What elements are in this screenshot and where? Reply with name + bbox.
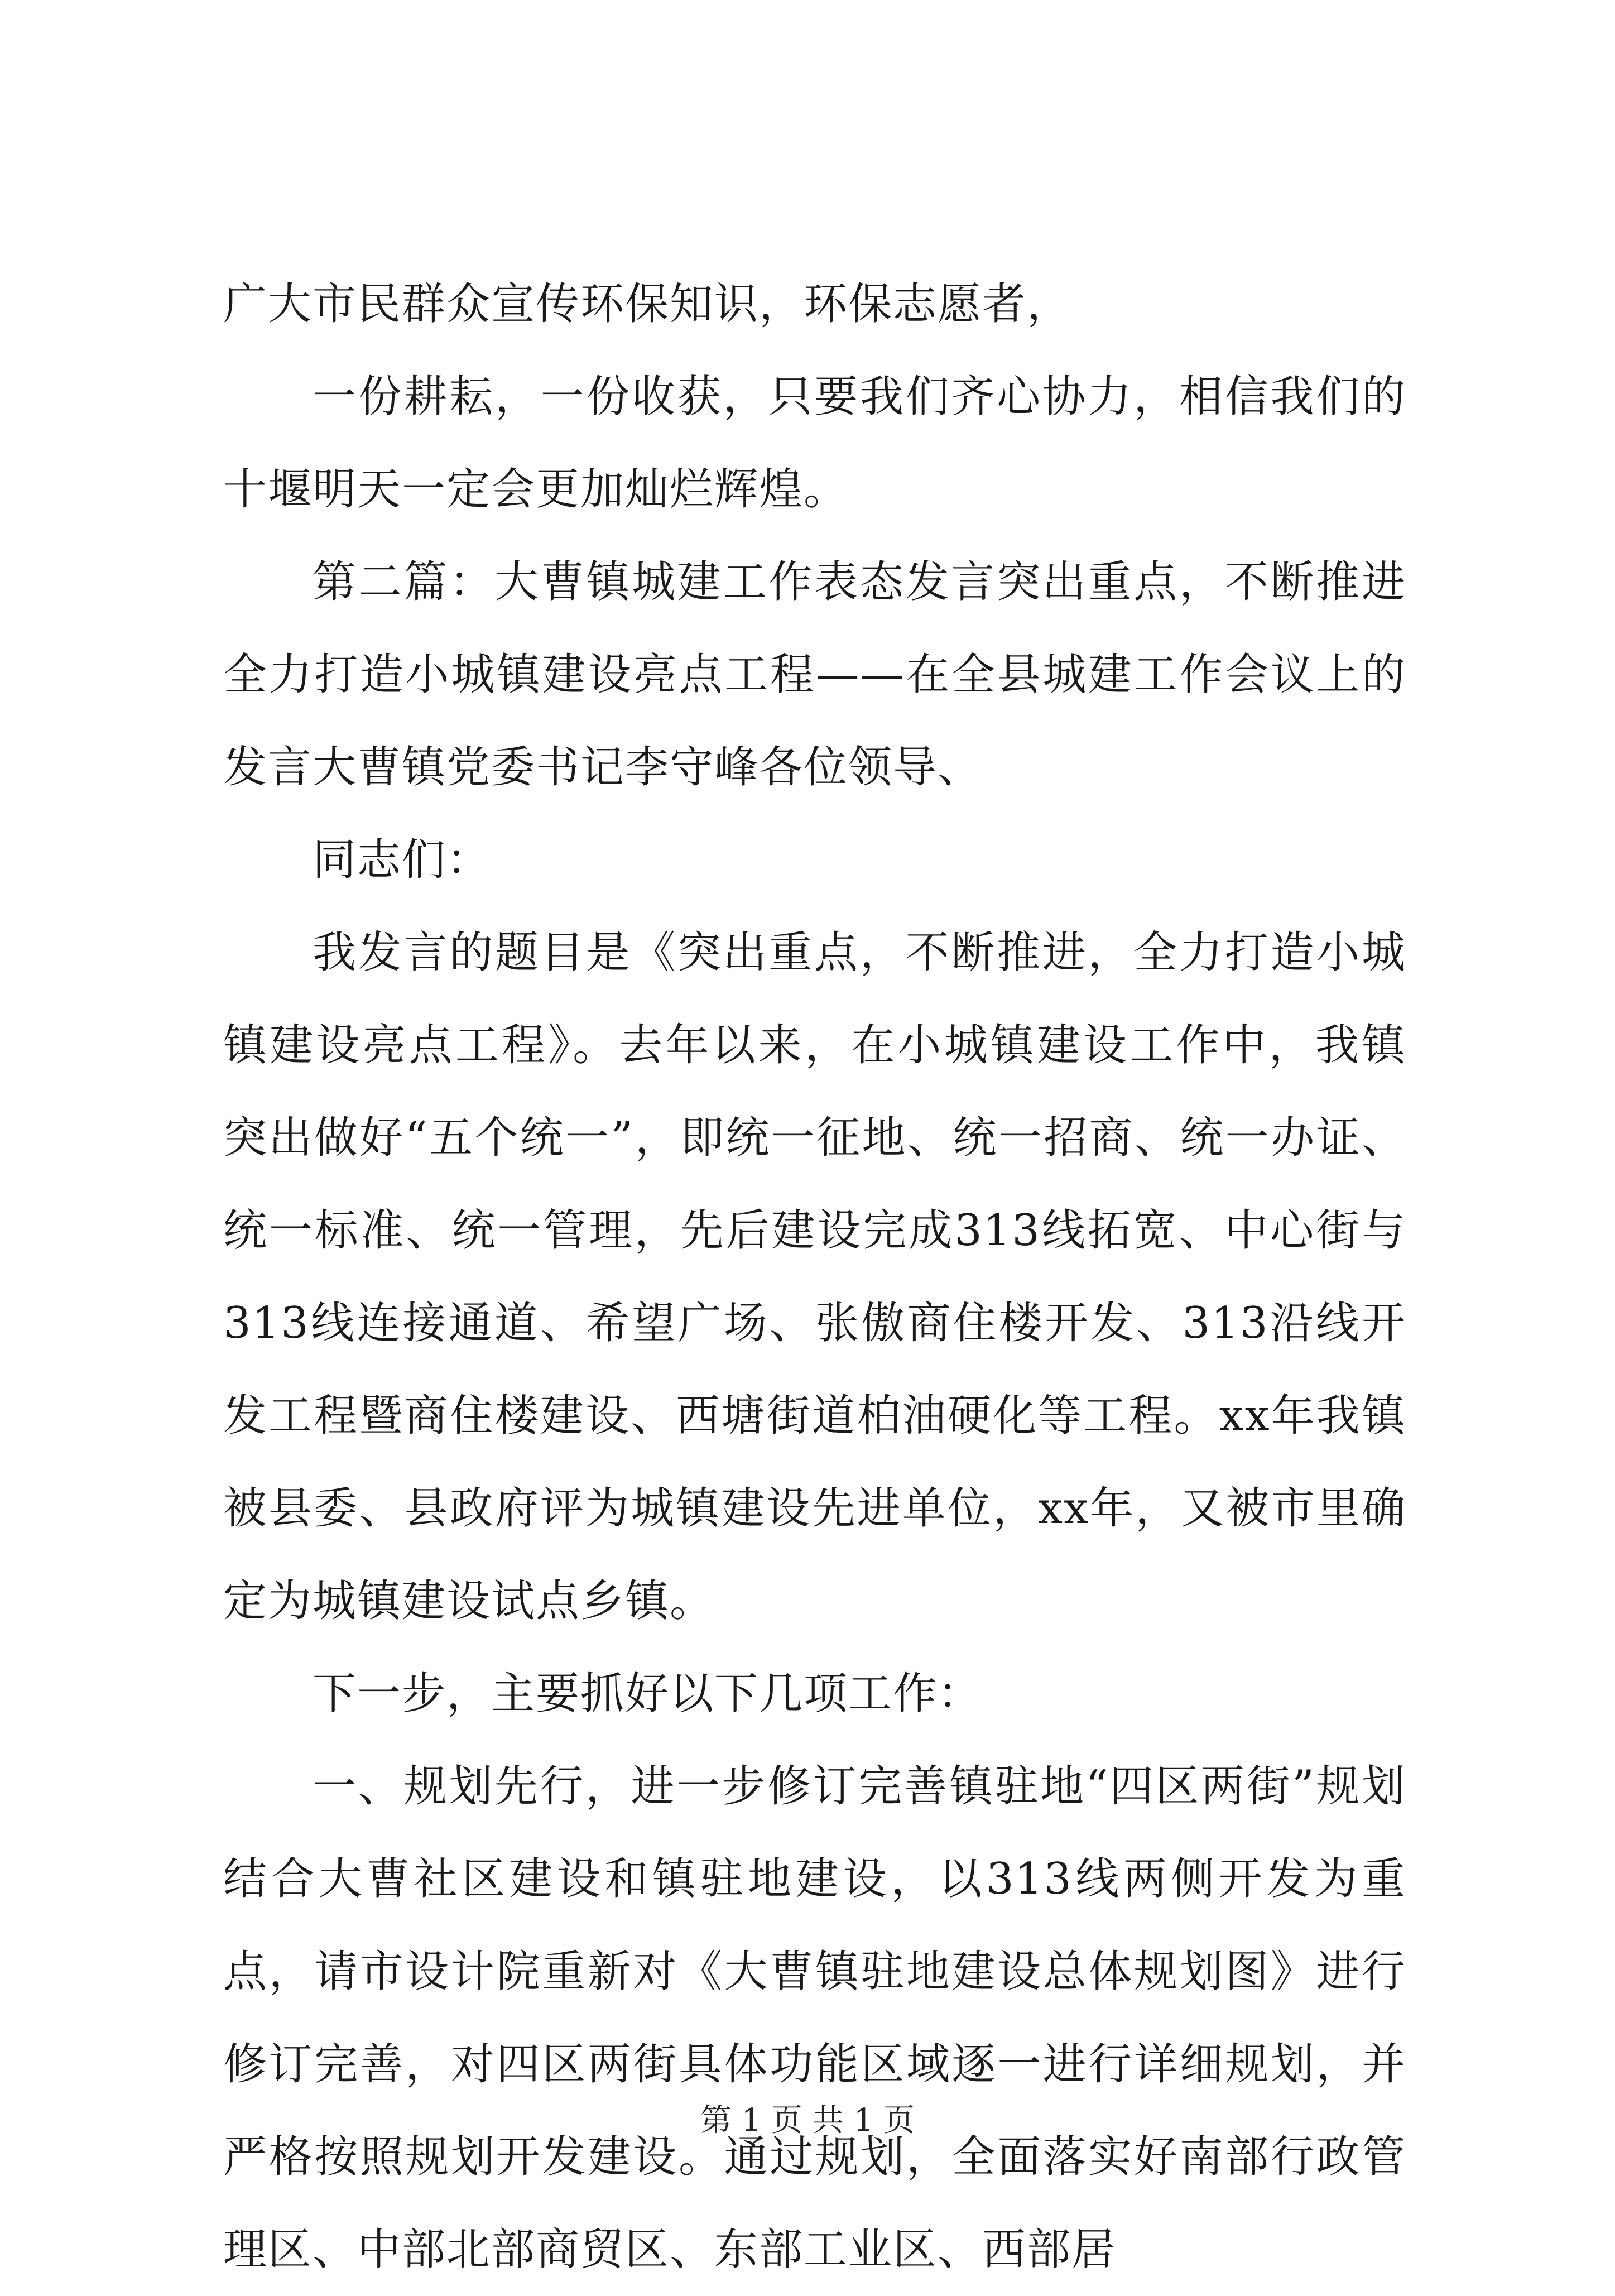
- paragraph-5: 我发言的题目是《突出重点，不断推进，全力打造小城镇建设亮点工程》。去年以来，在小城镇建设工作中，我镇突出做好“五个统一”，即统一征地、统一招商、统一办证、统一标准、统一管理，先后建设完成313线拓宽、中心街与313线连接通道、希望广场、张傲商住楼开发、313沿线开发工程暨商住楼建设、西塘街道柏油硬化等工程。xx年我镇被县委、县政府评为城镇建设先进单位，xx年，又被市里确定为城镇建设试点乡镇。: [223, 928, 1406, 1626]
- paragraph-1: 广大市民群众宣传环保知识，环保志愿者，: [223, 279, 1072, 329]
- document-body: [223, 258, 1406, 2296]
- paragraph-3: 第二篇：大曹镇城建工作表态发言突出重点，不断推进全力打造小城镇建设亮点工程——在全县城建工作会议上的发言大曹镇党委书记李守峰各位领导、: [223, 557, 1406, 792]
- paragraph-4: 同志们：: [313, 835, 492, 885]
- paragraph-2: 一份耕耘，一份收获，只要我们齐心协力，相信我们的十堰明天一定会更加灿烂辉煌。: [223, 372, 1406, 515]
- paragraph-6: 下一步，主要抓好以下几项工作：: [313, 1669, 983, 1719]
- page-footer: 第 1 页 共 1 页: [700, 2102, 915, 2139]
- paragraph-7: 一、规划先行，进一步修订完善镇驻地“四区两街”规划结合大曹社区建设和镇驻地建设，以313线两侧开发为重点，请市设计院重新对《大曹镇驻地建设总体规划图》进行修订完善，对四区两街具体功能区域逐一进行详细规划，并严格按照规划开发建设。通过规划，全面落实好南部行政管理区、中部北部商贸区、东部工业区、西部居: [223, 1761, 1406, 2275]
